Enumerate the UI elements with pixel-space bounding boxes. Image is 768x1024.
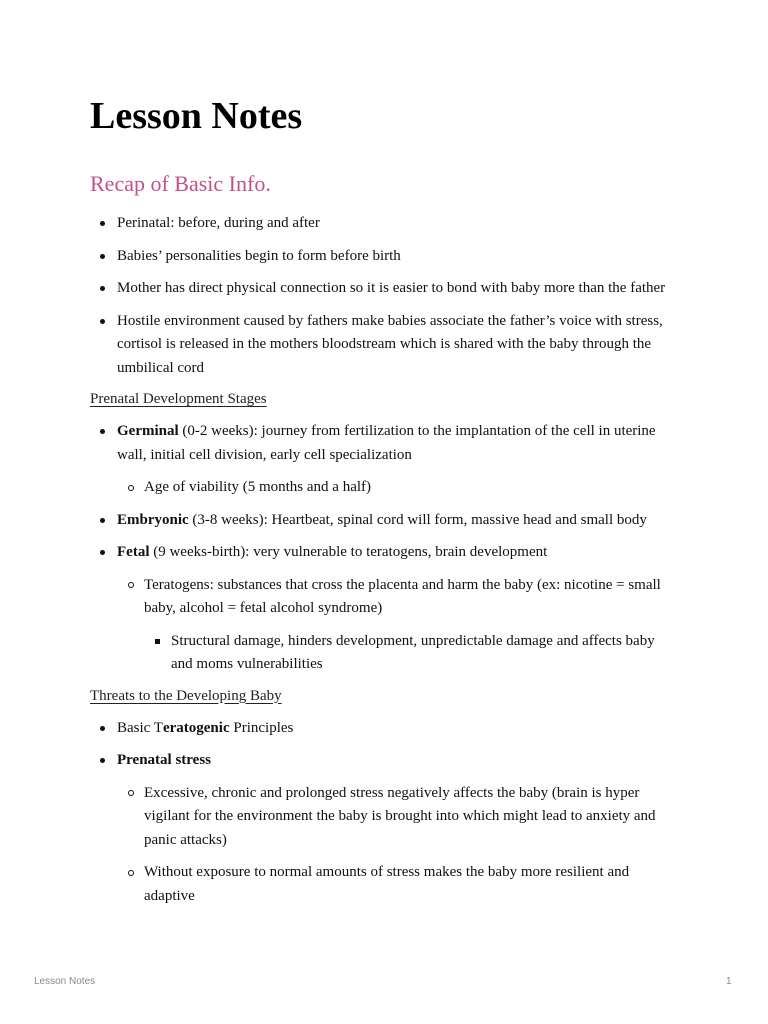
- bullet-icon: [100, 254, 105, 259]
- list-item: [90, 212, 680, 236]
- document-body: [90, 92, 680, 917]
- hollow-bullet-icon: [128, 485, 134, 491]
- list-item: [117, 861, 680, 908]
- list-item: [90, 277, 680, 301]
- list-item-text: Hostile environment caused by fathers make babies associate the father’s voice with stress, cortisol is released in the mothers bloodstream which is shared with the baby through the umbilical cord: [117, 312, 663, 376]
- list-item: [90, 245, 680, 269]
- germinal-sublist: [117, 476, 680, 500]
- germinal-description: (0-2 weeks): journey from fertilization to the implantation of the cell in uterine wall, initial cell division, early cell specialization: [117, 423, 656, 463]
- list-item-fetal: [90, 541, 680, 677]
- list-item-text: Mother has direct physical connection so it is easier to bond with baby more than the father: [117, 280, 666, 296]
- list-item-text: Without exposure to normal amounts of stress makes the baby more resilient and adaptive: [144, 864, 630, 904]
- term-fetal: Fetal: [117, 544, 150, 560]
- subheading-container: [90, 687, 680, 705]
- teratogenic-suffix: Principles: [229, 719, 294, 736]
- footer-page-number: 1: [726, 976, 732, 987]
- bullet-icon: [100, 429, 105, 434]
- subheading-prenatal-stages: Prenatal Development Stages: [90, 391, 267, 407]
- list-item: [144, 630, 680, 677]
- bullet-icon: [100, 518, 105, 523]
- list-item-text: Teratogens: substances that cross the placenta and harm the baby (ex: nicotine = small baby, alcohol = fetal alcohol syndrome): [144, 576, 661, 616]
- list-item-text: Babies’ personalities begin to form before birth: [117, 247, 401, 264]
- list-item-germinal: [90, 420, 680, 500]
- footer-document-title: Lesson Notes: [34, 976, 96, 987]
- subheading-container: [90, 390, 680, 408]
- teratogenic-bold: eratogenic: [162, 719, 230, 736]
- teratogens-sublist: [144, 630, 680, 677]
- term-embryonic: Embryonic: [117, 511, 189, 528]
- list-item: [90, 310, 680, 381]
- threats-list: [90, 717, 680, 909]
- subheading-threats: Threats to the Developing Baby: [90, 687, 282, 704]
- teratogenic-prefix: Basic T: [117, 719, 163, 736]
- hollow-bullet-icon: [128, 582, 134, 588]
- bullet-icon: [100, 221, 105, 226]
- fetal-description: (9 weeks-birth): very vulnerable to teratogens, brain development: [149, 544, 548, 560]
- document-title: Lesson Notes: [90, 95, 303, 137]
- list-item-embryonic: [90, 509, 680, 533]
- list-item-teratogenic-principles: [90, 717, 680, 741]
- list-item-text: Excessive, chronic and prolonged stress negatively affects the baby (brain is hyper vigilant for the environment the baby is brought into which might lead to anxiety and panic attacks): [144, 784, 656, 848]
- list-item: [117, 476, 680, 500]
- hollow-bullet-icon: [128, 870, 134, 876]
- embryonic-description: (3-8 weeks): Heartbeat, spinal cord will form, massive head and small body: [188, 511, 647, 528]
- term-germinal: Germinal: [117, 423, 179, 439]
- prenatal-stages-list: [90, 420, 680, 677]
- list-item: [117, 574, 680, 677]
- prenatal-stress-sublist: [117, 782, 680, 909]
- square-bullet-icon: [155, 639, 160, 644]
- recap-list: [90, 212, 680, 380]
- list-item-text: Age of viability (5 months and a half): [144, 479, 372, 495]
- fetal-sublist: [117, 574, 680, 677]
- bullet-icon: [100, 726, 105, 731]
- bullet-icon: [100, 550, 105, 555]
- term-prenatal-stress: Prenatal stress: [117, 752, 212, 768]
- bullet-icon: [100, 286, 105, 291]
- bullet-icon: [100, 319, 105, 324]
- list-item-text: Perinatal: before, during and after: [117, 215, 320, 231]
- section-heading-recap: Recap of Basic Info.: [90, 171, 271, 196]
- list-item-prenatal-stress: [90, 749, 680, 908]
- hollow-bullet-icon: [128, 790, 134, 796]
- list-item-text: Structural damage, hinders development, unpredictable damage and affects baby and moms vulnerabilities: [171, 632, 655, 672]
- bullet-icon: [100, 758, 105, 763]
- list-item: [117, 782, 680, 853]
